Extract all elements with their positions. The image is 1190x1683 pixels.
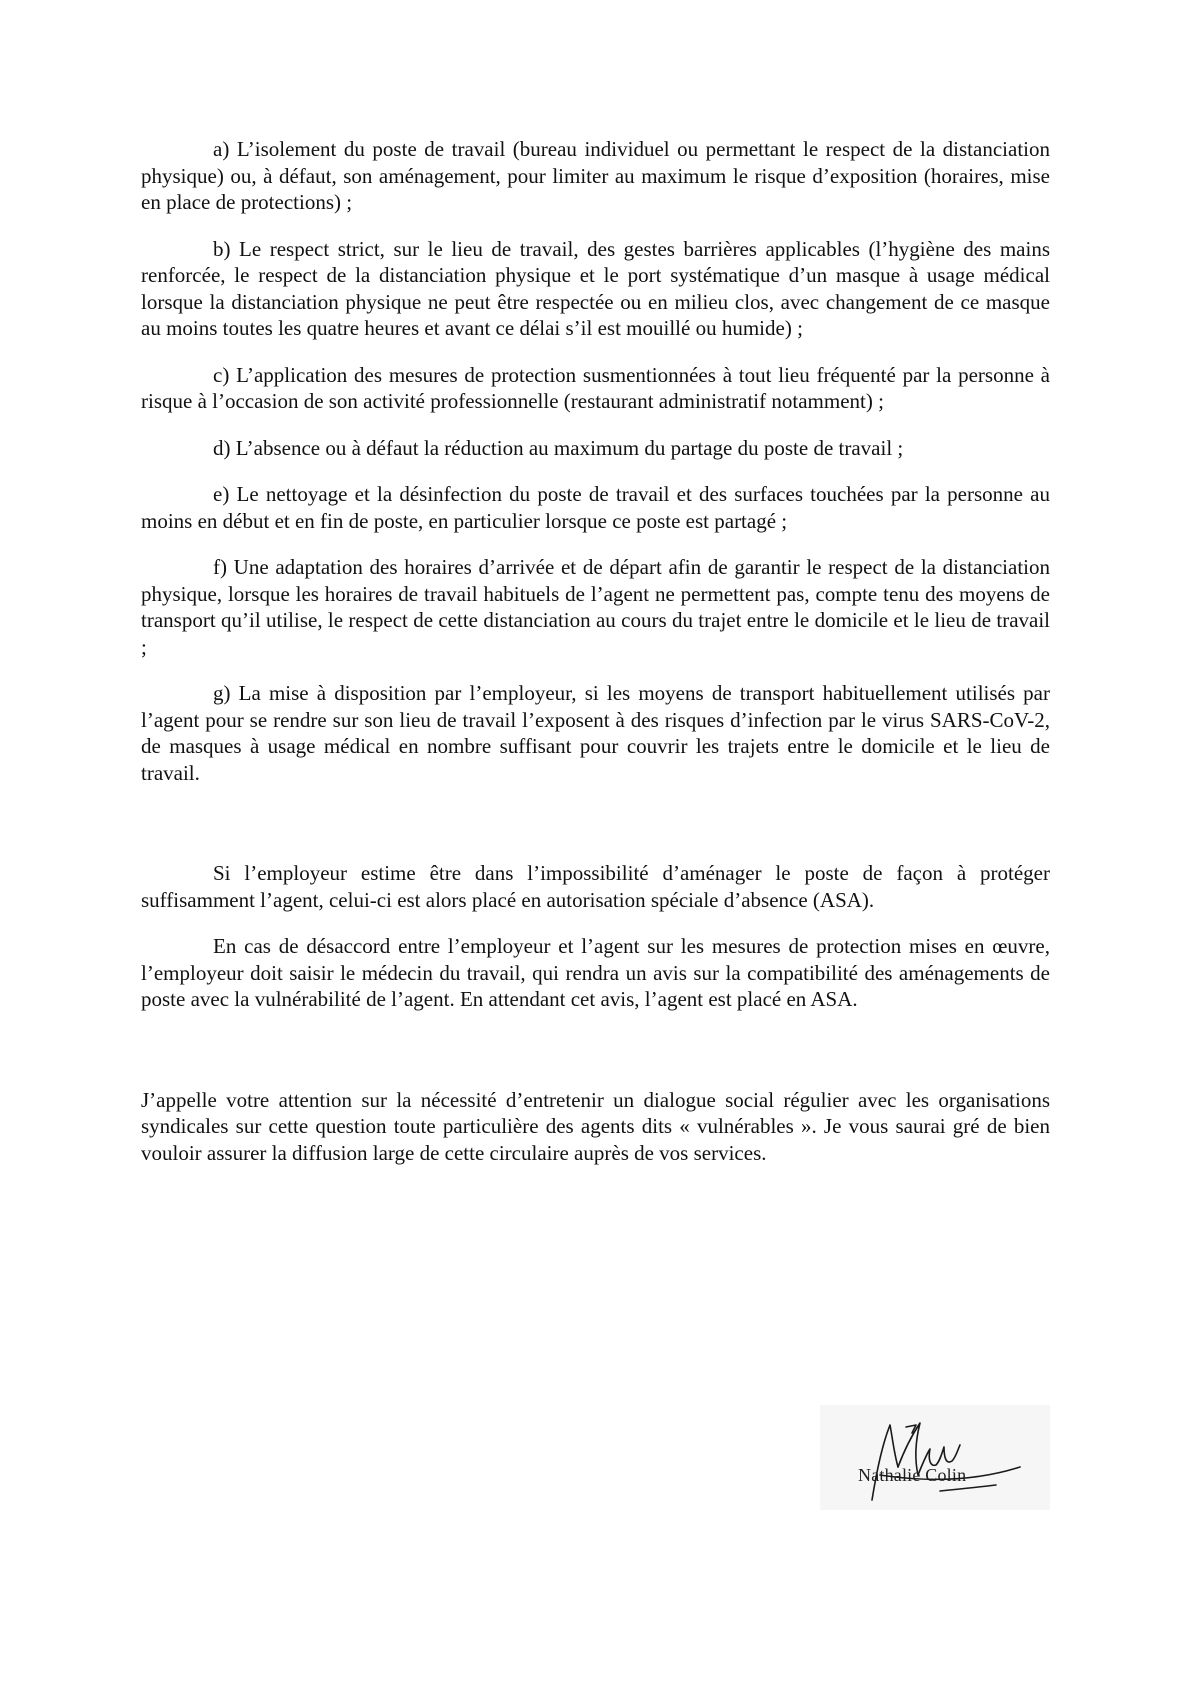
disagreement-paragraph: En cas de désaccord entre l’employeur et l’agent sur les mesures de protection mises en œuvre, l’employeur doit saisir le médecin du travail, qui rendra un avis sur la compatibilité des aménagements de poste avec la vulnérabilité de l’agent. En attendant cet avis, l’agent est placé en ASA. (141, 934, 1050, 1011)
measure-e: e) Le nettoyage et la désinfection du poste de travail et des surfaces touchées par la personne au moins en début et en fin de poste, en particulier lorsque ce poste est partagé ; (141, 482, 1050, 533)
closing-paragraph: J’appelle votre attention sur la nécessité d’entretenir un dialogue social régulier avec les organisations syndicales sur cette question toute particulière des agents dits « vulnérables ». Je vous saurai gré de bien vouloir assurer la diffusion large de cette circulaire auprès de vos services. (141, 1087, 1050, 1165)
measure-f: f) Une adaptation des horaires d’arrivée et de départ afin de garantir le respect de la distanciation physique, lorsque les horaires de travail habituels de l’agent ne permettent pas, compte tenu des moyens de transport qu’il utilise, le respect de cette distanciation au cours du trajet entre le domicile et le lieu de travail ; (141, 555, 1050, 659)
measure-g: g) La mise à disposition par l’employeur, si les moyens de transport habituellement utilisés par l’agent pour se rendre sur son lieu de travail l’exposent à des risques d’infection par le virus SARS-CoV-2, de masques à usage médical en nombre suffisant pour couvrir les trajets entre le domicile et le lieu de travail. (141, 681, 1050, 785)
measure-c: c) L’application des mesures de protection susmentionnées à tout lieu fréquenté par la personne à risque à l’occasion de son activité professionnelle (restaurant administratif notamment) ; (141, 362, 1050, 413)
signature-block (820, 1405, 1050, 1510)
measure-d: d) L’absence ou à défaut la réduction au maximum du partage du poste de travail ; (213, 435, 904, 460)
impossibility-paragraph: Si l’employeur estime être dans l’impossibilité d’aménager le poste de façon à protéger suffisamment l’agent, celui-ci est alors placé en autorisation spéciale d’absence (ASA). (141, 861, 1050, 912)
document-body (141, 136, 1050, 1166)
signer-name: Nathalie Colin (858, 1465, 967, 1485)
measure-a: a) L’isolement du poste de travail (bureau individuel ou permettant le respect de la distanciation physique) ou, à défaut, son aménagement, pour limiter au maximum le risque d’exposition (horaires, mise en place de protections) ; (141, 137, 1050, 214)
handwritten-signature (820, 1405, 1050, 1510)
measure-b: b) Le respect strict, sur le lieu de travail, des gestes barrières applicables (l’hygiène des mains renforcée, le respect de la distanciation physique et le port systématique d’un masque à usage médical lorsque la distanciation physique ne peut être respectée ou en milieu clos, avec changement de ce masque au moins toutes les quatre heures et avant ce délai s’il est mouillé ou humide) ; (141, 236, 1050, 340)
